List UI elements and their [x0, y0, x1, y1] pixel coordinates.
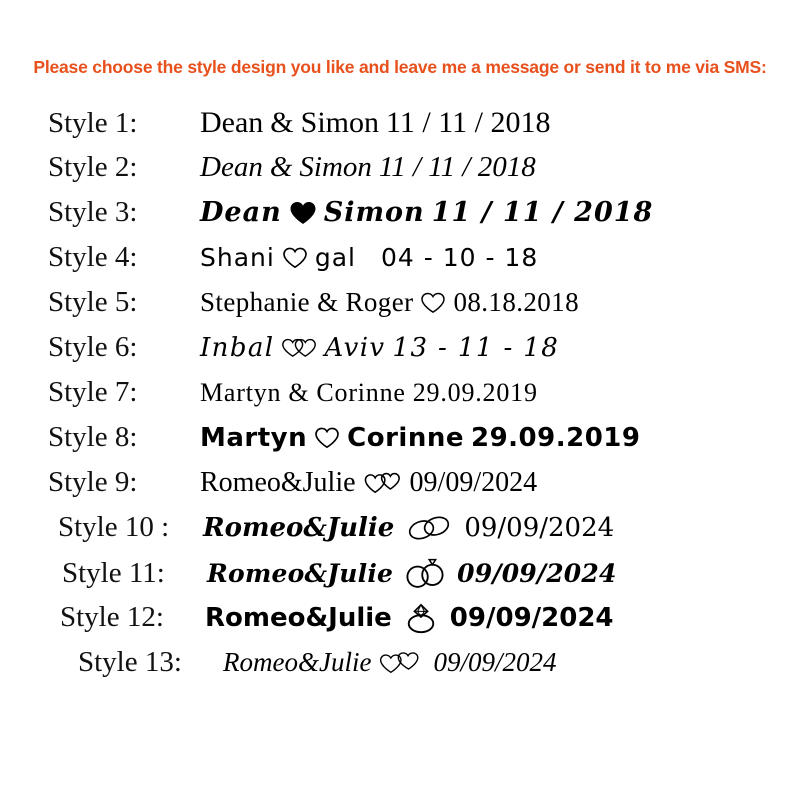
list-item[interactable] [0, 241, 800, 286]
sample-name-2: Simon [300, 106, 379, 139]
double-heart-icon [281, 337, 317, 359]
ampersand-icon: & [270, 106, 294, 139]
style-sample [200, 106, 550, 140]
sample-date: 09/09/2024 [433, 647, 557, 677]
sample-name-1: Dean [200, 151, 263, 183]
style-label: Style 3: [48, 196, 138, 228]
list-item[interactable] [0, 556, 800, 601]
style-sample [205, 601, 614, 635]
list-item[interactable] [0, 376, 800, 421]
style-list [0, 106, 800, 691]
sample-date: 29.09.2019 [470, 423, 641, 453]
ampersand-icon: & [288, 378, 310, 407]
sample-name-2: Aviv [324, 333, 386, 363]
style-label: Style 7: [48, 376, 138, 408]
style-label: Style 10 : [58, 511, 170, 543]
sample-name-1: Shani [200, 243, 275, 272]
list-item[interactable] [0, 421, 800, 466]
style-label: Style 1: [48, 107, 138, 139]
style-label: Style 11: [62, 556, 165, 589]
sample-name-2: Simon [299, 151, 372, 183]
sample-date: 04 - 10 - 18 [380, 243, 539, 272]
diamond-ring-icon [399, 601, 443, 635]
sample-date: 29.09.2019 [412, 378, 538, 407]
sample-name-1: Martyn [200, 423, 308, 453]
sample-date: 13 - 11 - 18 [392, 333, 560, 363]
sample-date: 09/09/2024 [464, 513, 615, 543]
double-heart-icon [363, 471, 403, 495]
style-label: Style 2: [48, 151, 138, 183]
sample-name-2: Corinne [347, 423, 464, 453]
sample-name-1: Romeo&Julie [223, 647, 372, 677]
style-label: Style 13: [78, 646, 182, 678]
style-sample [200, 423, 640, 453]
list-item[interactable] [0, 286, 800, 331]
sample-name-1: Dean [200, 106, 264, 139]
list-item[interactable] [0, 601, 800, 646]
sample-name-1: Inbal [200, 333, 275, 363]
list-item[interactable] [0, 646, 800, 691]
list-item[interactable] [0, 511, 800, 556]
style-sample [200, 151, 536, 184]
list-item[interactable] [0, 331, 800, 376]
style-label: Style 4: [48, 241, 138, 273]
sample-name-1: Romeo&Julie [203, 513, 395, 543]
list-item[interactable] [0, 106, 800, 151]
style-sample [223, 647, 556, 678]
style-label: Style 5: [48, 286, 138, 318]
outline-heart-icon [282, 247, 308, 269]
style-label: Style 9: [48, 466, 138, 498]
style-sample [200, 333, 559, 363]
sample-name-2: Corinne [316, 378, 406, 407]
list-item[interactable] [0, 196, 800, 241]
list-item[interactable] [0, 466, 800, 511]
style-sample [207, 556, 617, 590]
sample-name-1: Romeo&Julie [200, 467, 356, 498]
sample-name-1: Dean [200, 197, 282, 228]
sample-name-1: Martyn [200, 378, 282, 407]
sample-date: 09/09/2024 [449, 603, 614, 633]
style-label: Style 6: [48, 331, 138, 363]
sample-name-2: Simon [323, 197, 425, 228]
interlocking-rings-icon [401, 513, 457, 543]
sample-date: 11 / 11 / 2018 [386, 106, 551, 139]
style-sample [200, 378, 538, 408]
sample-date: 11 / 11 / 2018 [431, 197, 654, 228]
sample-name-1: Romeo&Julie [207, 558, 394, 588]
outline-heart-icon [314, 427, 340, 449]
sample-name-1: Romeo&Julie [205, 603, 392, 633]
style-sample [203, 513, 614, 543]
sample-name-1: Stephanie [200, 287, 311, 317]
instruction-text: Please choose the style design you like and leave me a message or send it to me via SMS: [33, 57, 767, 77]
style-sample [200, 467, 537, 499]
sample-date: 09/09/2024 [457, 558, 617, 588]
style-sample [200, 243, 538, 272]
sample-name-2: gal [314, 243, 356, 272]
list-item[interactable] [0, 151, 800, 196]
style-label: Style 12: [60, 601, 164, 633]
ampersand-icon: & [269, 151, 293, 183]
sample-date: 09/09/2024 [409, 467, 538, 498]
double-heart-icon [378, 650, 426, 676]
sample-date: 11 / 11 / 2018 [378, 151, 536, 183]
interlocking-rings-icon [400, 556, 450, 590]
style-sample [200, 197, 653, 228]
ampersand-icon: & [317, 287, 339, 317]
style-label: Style 8: [48, 421, 138, 453]
sample-name-2: Roger [345, 287, 414, 317]
outline-heart-icon [420, 292, 446, 314]
sample-date: 08.18.2018 [453, 287, 579, 317]
filled-heart-icon [289, 201, 317, 225]
style-sample [200, 287, 579, 318]
